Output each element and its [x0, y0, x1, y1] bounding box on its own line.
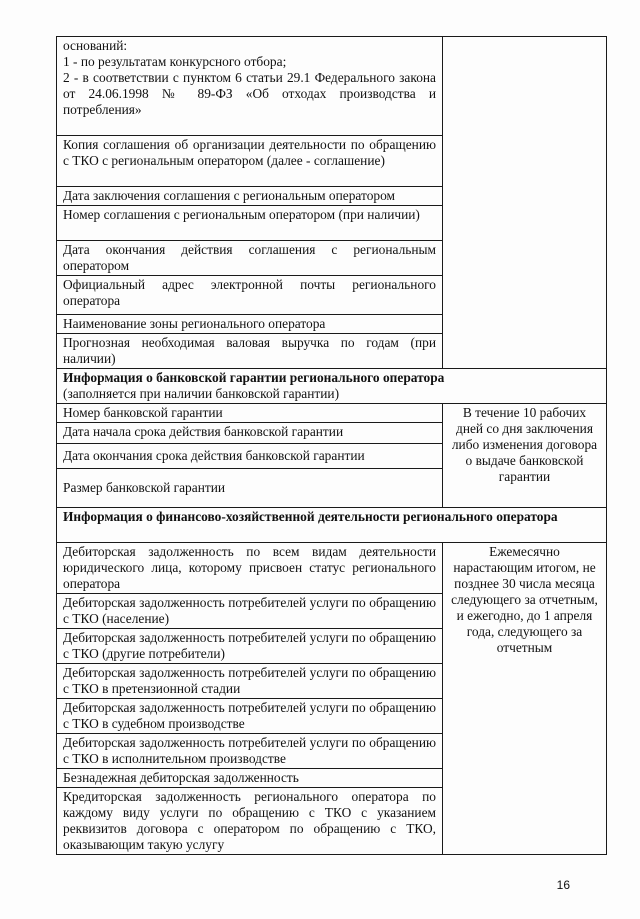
bank-guarantee-heading — [57, 369, 607, 404]
receivables-court-cell: Дебиторская задолженность потребителей услуги по обращению с ТКО в судебном производстве — [57, 699, 443, 734]
guarantee-number-cell: Номер банковской гарантии — [57, 404, 443, 423]
table-row — [57, 404, 607, 423]
operator-zone-cell: Наименование зоны регионального оператора — [57, 315, 443, 334]
guarantee-start-date-cell: Дата начала срока действия банковской гарантии — [57, 423, 443, 444]
section-heading-row — [57, 508, 607, 543]
operator-email-cell: Официальный адрес электронной почты регионального оператора — [57, 276, 443, 315]
table-row — [57, 37, 607, 136]
financial-heading — [57, 508, 607, 543]
receivables-other-cell: Дебиторская задолженность потребителей услуги по обращению с ТКО (другие потребители) — [57, 629, 443, 664]
basis-cell — [57, 37, 443, 136]
financial-title: Информация о финансово-хозяйственной деятельности регионального оператора — [63, 509, 558, 524]
agreement-copy-cell: Копия соглашения об организации деятельности по обращению с ТКО с региональным оператором (далее - соглашение) — [57, 136, 443, 187]
basis-item-1: 1 - по результатам конкурсного отбора; — [63, 54, 287, 69]
agreement-number-cell: Номер соглашения с региональным оператором (при наличии) — [57, 206, 443, 241]
basis-item-2: 2 - в соответствии с пунктом 6 статьи 29.1 Федерального закона от 24.06.1998 № 89-ФЗ «Об отходах производства и потребления» — [63, 70, 436, 117]
receivables-enforcement-cell: Дебиторская задолженность потребителей услуги по обращению с ТКО в исполнительном производстве — [57, 734, 443, 769]
revenue-forecast-cell: Прогнозная необходимая валовая выручка по годам (при наличии) — [57, 334, 443, 369]
bank-guarantee-subtitle: (заполняется при наличии банковской гарантии) — [63, 386, 340, 401]
receivables-total-cell: Дебиторская задолженность по всем видам деятельности юридического лица, которому присвоен статус регионального оператора — [57, 543, 443, 594]
section-heading-row — [57, 369, 607, 404]
deadline-cell-empty — [443, 37, 607, 369]
bank-deadline-cell: В течение 10 рабочих дней со дня заключения либо изменения договора о выдаче банковской гарантии — [443, 404, 607, 508]
page-number: 16 — [556, 878, 570, 892]
financial-deadline-cell: Ежемесячно нарастающим итогом, не позднее 30 числа месяца следующего за отчетным, и ежегодно, до 1 апреля года, следующего за отчетным — [443, 543, 607, 855]
payables-cell: Кредиторская задолженность регионального оператора по каждому виду услуги по обращению с ТКО с указанием реквизитов договора с оператором по обращению с ТКО, оказывающим такую услугу — [57, 788, 443, 855]
receivables-population-cell: Дебиторская задолженность потребителей услуги по обращению с ТКО (население) — [57, 594, 443, 629]
guarantee-amount-cell: Размер банковской гарантии — [57, 469, 443, 508]
table-row — [57, 543, 607, 594]
bad-debt-cell: Безнадежная дебиторская задолженность — [57, 769, 443, 788]
bank-guarantee-title: Информация о банковской гарантии регионального оператора — [63, 370, 445, 385]
basis-intro: оснований: — [63, 38, 128, 53]
receivables-claim-cell: Дебиторская задолженность потребителей услуги по обращению с ТКО в претензионной стадии — [57, 664, 443, 699]
disclosure-table — [56, 36, 607, 855]
agreement-date-cell: Дата заключения соглашения с региональным оператором — [57, 187, 443, 206]
guarantee-end-date-cell: Дата окончания срока действия банковской гарантии — [57, 444, 443, 469]
agreement-end-date-cell: Дата окончания действия соглашения с региональным оператором — [57, 241, 443, 276]
